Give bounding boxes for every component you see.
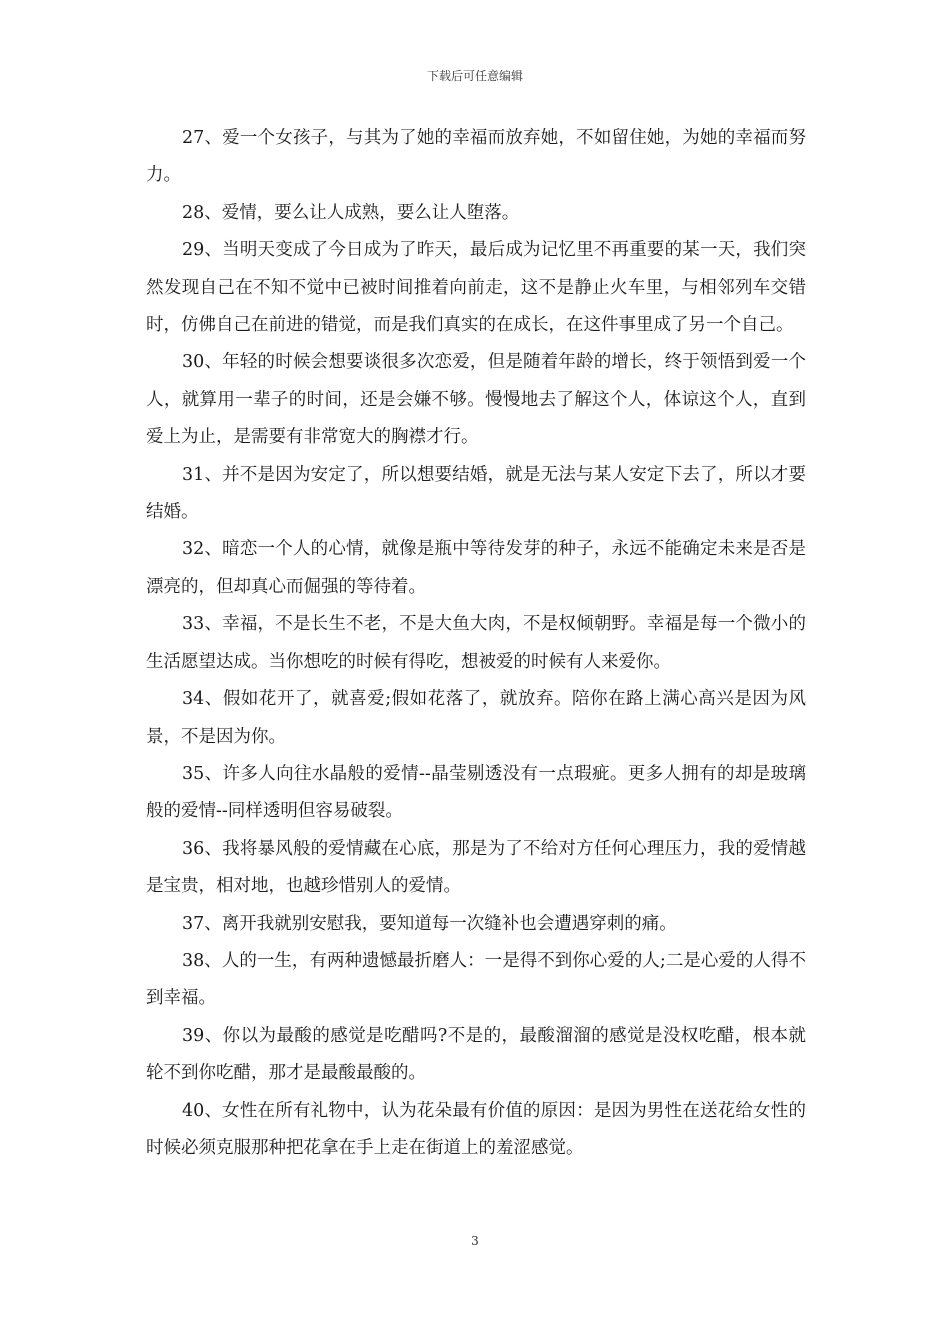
paragraph-38: 38、人的一生，有两种遗憾最折磨人：一是得不到你心爱的人;二是心爱的人得不到幸福。 xyxy=(146,950,806,1009)
paragraph-30: 30、年轻的时候会想要谈很多次恋爱，但是随着年龄的增长，终于领悟到爱一个人，就算用一辈子的时间，还是会嫌不够。慢慢地去了解这个人，体谅这个人，直到爱上为止，是需要有非常宽大的胸襟才行。 xyxy=(146,352,806,448)
page-number: 3 xyxy=(471,1234,479,1248)
paragraph-36: 36、我将暴风般的爱情藏在心底，那是为了不给对方任何心理压力，我的爱情越是宝贵，相对地，也越珍惜别人的爱情。 xyxy=(146,838,806,897)
paragraph-33: 33、幸福，不是长生不老，不是大鱼大肉，不是权倾朝野。幸福是每一个微小的生活愿望达成。当你想吃的时候有得吃，想被爱的时候有人来爱你。 xyxy=(146,614,806,672)
paragraph-27: 27、爱一个女孩子，与其为了她的幸福而放弃她，不如留住她，为她的幸福而努力。 xyxy=(146,128,806,186)
paragraph-28: 28、爱情，要么让人成熟，要么让人堕落。 xyxy=(182,202,520,223)
page-header: 下载后可任意编辑 xyxy=(426,69,523,83)
document-body xyxy=(146,120,806,1167)
paragraph-29: 29、当明天变成了今日成为了昨天，最后成为记忆里不再重要的某一天，我们突然发现自己在不知不觉中已被时间推着向前走，这不是静止火车里，与相邻列车交错时，仿佛自己在前进的错觉，而是我们真实的在成长，在这件事里成了另一个自己。 xyxy=(146,240,806,336)
paragraph-31: 31、并不是因为安定了，所以想要结婚，就是无法与某人安定下去了，所以才要结婚。 xyxy=(146,464,806,523)
paragraph-40: 40、女性在所有礼物中，认为花朵最有价值的原因：是因为男性在送花给女性的时候必须克服那种把花拿在手上走在街道上的羞涩感觉。 xyxy=(146,1100,806,1158)
paragraph-35: 35、许多人向往水晶般的爱情--晶莹剔透没有一点瑕疵。更多人拥有的却是玻璃般的爱情--同样透明但容易破裂。 xyxy=(146,763,806,822)
paragraph-34: 34、假如花开了，就喜爱;假如花落了，就放弃。陪你在路上满心高兴是因为风景，不是因为你。 xyxy=(146,689,806,747)
paragraph-39: 39、你以为最酸的感觉是吃醋吗?不是的，最酸溜溜的感觉是没权吃醋，根本就轮不到你吃醋，那才是最酸最酸的。 xyxy=(146,1025,806,1084)
paragraph-37: 37、离开我就别安慰我，要知道每一次缝补也会遭遇穿刺的痛。 xyxy=(182,913,677,934)
paragraph-32: 32、暗恋一个人的心情，就像是瓶中等待发芽的种子，永远不能确定未来是否是漂亮的，但却真心而倔强的等待着。 xyxy=(146,539,806,597)
